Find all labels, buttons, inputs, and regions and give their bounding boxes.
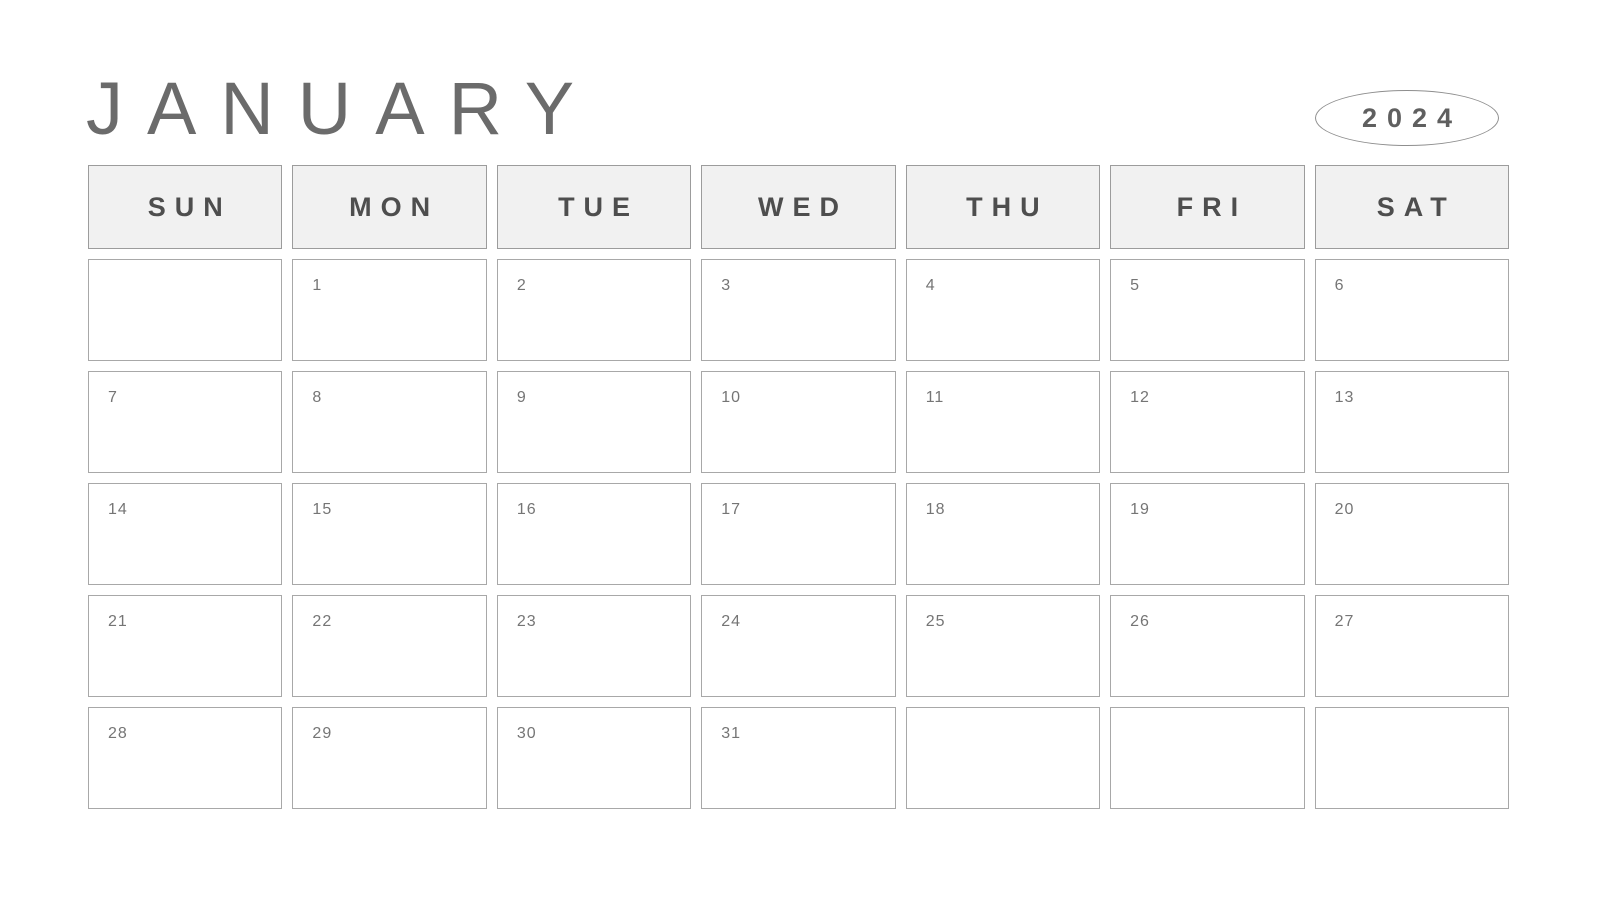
day-number: 15 [312,501,333,518]
day-cell [701,259,895,361]
year-badge [1315,90,1499,146]
day-cell [292,483,486,585]
weekday-header-thu: THU [906,165,1100,249]
day-cell [497,595,691,697]
day-cell [906,595,1100,697]
day-cell [1315,707,1509,809]
day-cell [88,595,282,697]
weekday-header-sun: SUN [88,165,282,249]
day-number: 23 [516,613,537,630]
day-number: 12 [1130,389,1150,406]
day-number: 22 [312,613,333,630]
day-number: 2 [516,277,527,294]
weekday-header-wed: WED [701,165,895,249]
day-number: 4 [925,277,936,294]
day-cell [701,483,895,585]
day-number: 28 [108,725,128,742]
day-cell [906,371,1100,473]
day-cell [906,483,1100,585]
day-cell [1315,483,1509,585]
day-number: 16 [516,501,537,518]
day-number: 20 [1334,501,1355,518]
day-cell [1110,483,1304,585]
day-number: 31 [721,725,742,742]
day-cell [906,259,1100,361]
day-cell [88,259,282,361]
day-cell [292,707,486,809]
day-number: 6 [1334,277,1345,294]
day-cell [292,595,486,697]
day-cell [906,707,1100,809]
day-number: 30 [516,725,537,742]
day-number: 8 [312,389,323,406]
day-number: 7 [108,389,118,406]
day-cell [497,483,691,585]
day-cell [292,371,486,473]
day-number: 27 [1334,613,1355,630]
year-label: 2024 [1361,102,1463,133]
day-number: 11 [925,389,945,406]
weekday-header-tue: TUE [497,165,691,249]
day-number: 5 [1130,277,1141,294]
day-cell [1315,259,1509,361]
weekday-header-fri: FRI [1110,165,1304,249]
day-cell [1110,259,1304,361]
day-cell [88,371,282,473]
day-cell [1315,595,1509,697]
day-cell [497,371,691,473]
month-title: JANUARY [86,67,599,150]
day-cell [1110,371,1304,473]
day-cell [1110,707,1304,809]
day-number: 29 [312,725,333,742]
day-number: 18 [925,501,946,518]
day-number: 17 [721,501,742,518]
weekday-header-sat: SAT [1315,165,1509,249]
day-number: 10 [721,389,742,406]
day-cell [292,259,486,361]
day-number: 19 [1130,501,1150,518]
day-number: 1 [312,277,323,294]
day-number: 25 [925,613,946,630]
day-cell [497,707,691,809]
weekday-header-mon: MON [292,165,486,249]
calendar-grid [88,165,1509,809]
day-number: 24 [721,613,742,630]
day-cell [1110,595,1304,697]
day-cell [88,483,282,585]
day-number: 21 [108,613,128,630]
day-number: 13 [1334,389,1355,406]
day-cell [701,707,895,809]
day-cell [88,707,282,809]
day-cell [1315,371,1509,473]
day-number: 14 [108,501,128,518]
day-cell [497,259,691,361]
day-cell [701,595,895,697]
day-number: 26 [1130,613,1150,630]
day-number: 3 [721,277,732,294]
day-number: 9 [516,389,527,406]
day-cell [701,371,895,473]
